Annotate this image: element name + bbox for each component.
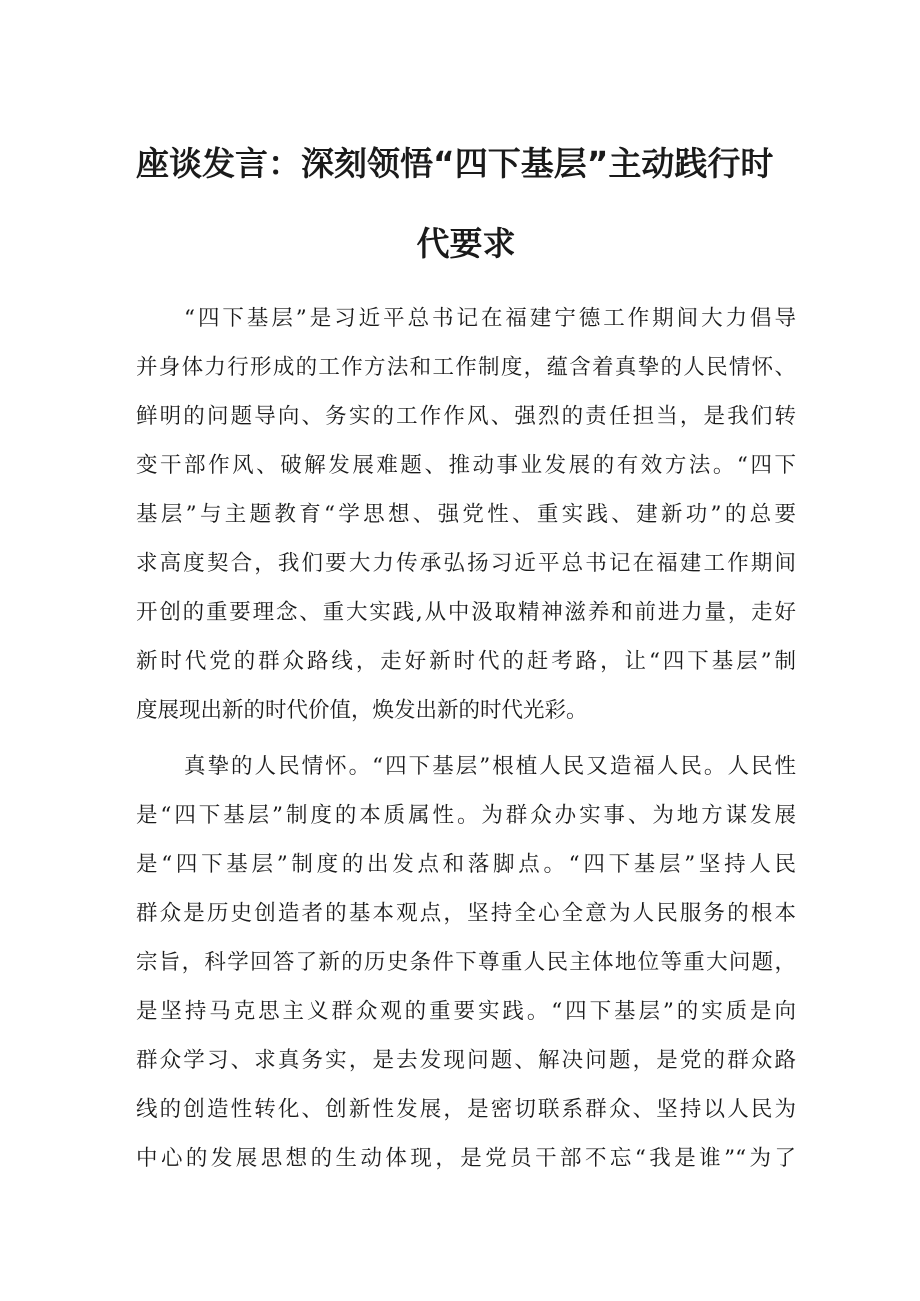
- paragraph-2-line: 是坚持马克思主义群众观的重要实践。“四下基层”的实质是向: [136, 999, 796, 1024]
- paragraph-1-line: 开创的重要理念、重大实践,从中汲取精神滋养和前进力量，走好: [136, 600, 796, 625]
- paragraph-2-line: 中心的发展思想的生动体现，是党员干部不忘“我是谁”“为了: [136, 1146, 796, 1171]
- paragraph-2-line: 真挚的人民情怀。“四下基层”根植人民又造福人民。人民性: [184, 754, 796, 779]
- paragraph-1-line: 新时代党的群众路线，走好新时代的赶考路，让“四下基层”制: [136, 649, 796, 674]
- document-title-line-2: 代要求: [416, 224, 516, 263]
- paragraph-1-line: 并身体力行形成的工作方法和工作制度，蕴含着真挚的人民情怀、: [136, 355, 796, 380]
- paragraph-2-line: 群众是历史创造者的基本观点，坚持全心全意为人民服务的根本: [136, 901, 796, 926]
- paragraph-2-line: 线的创造性转化、创新性发展，是密切联系群众、坚持以人民为: [136, 1097, 796, 1122]
- paragraph-2-line: 群众学习、求真务实，是去发现问题、解决问题，是党的群众路: [136, 1048, 796, 1073]
- paragraph-1-line: 变干部作风、破解发展难题、推动事业发展的有效方法。“四下: [136, 453, 796, 478]
- document-title-line-1: 座谈发言：深刻领悟“四下基层”主动践行时: [136, 144, 774, 183]
- paragraph-1-line: 基层”与主题教育“学思想、强党性、重实践、建新功”的总要: [136, 502, 796, 527]
- paragraph-2-line: 宗旨，科学回答了新的历史条件下尊重人民主体地位等重大问题，: [136, 950, 796, 975]
- paragraph-2-line: 是“四下基层”制度的本质属性。为群众办实事、为地方谋发展: [136, 803, 796, 828]
- paragraph-1-line: 求高度契合，我们要大力传承弘扬习近平总书记在福建工作期间: [136, 551, 796, 576]
- paragraph-2-line: 是“四下基层”制度的出发点和落脚点。“四下基层”坚持人民: [136, 852, 796, 877]
- paragraph-1-line: 鲜明的问题导向、务实的工作作风、强烈的责任担当，是我们转: [136, 404, 796, 429]
- paragraph-1-line: 度展现出新的时代价值，焕发出新的时代光彩。: [136, 698, 588, 723]
- paragraph-1-line: “四下基层”是习近平总书记在福建宁德工作期间大力倡导: [184, 306, 796, 331]
